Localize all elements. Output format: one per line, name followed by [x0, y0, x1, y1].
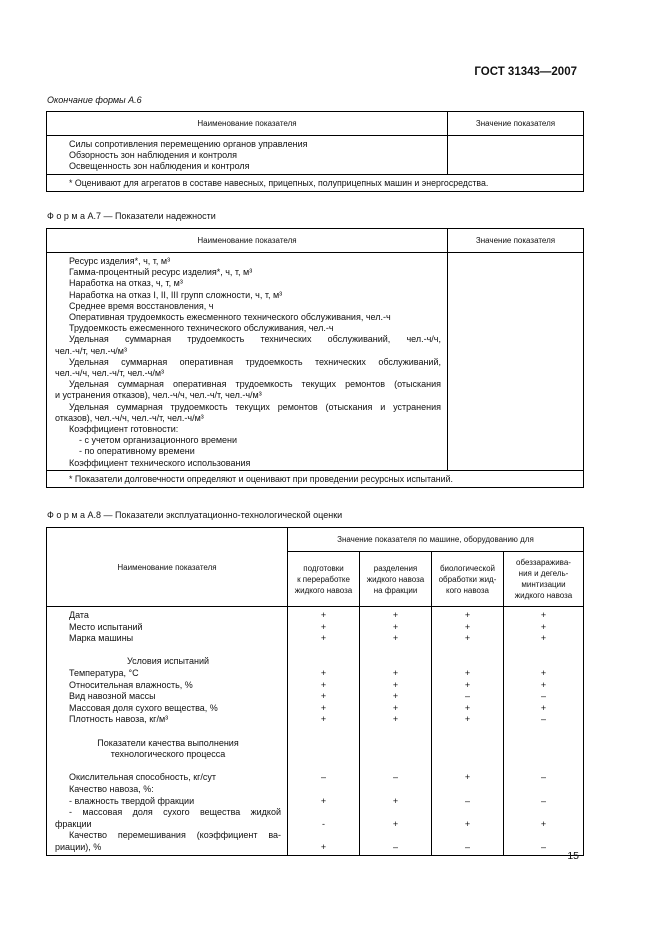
- col-values-1: [288, 607, 360, 856]
- value-cell: [448, 253, 584, 471]
- indicator-row: отказов), чел.-ч/ч, чел.-ч/т, чел.-ч/м³: [55, 412, 204, 423]
- indicator-row: Качество навоза, %:: [69, 783, 154, 794]
- indicator-row: Температура, °С: [69, 667, 139, 678]
- subcol-header-line: жидкого навоза: [294, 585, 353, 595]
- value-mark: +: [392, 679, 399, 690]
- indicator-row: Наработка на отказ, ч, т, м³: [69, 278, 183, 289]
- subcol-header-line: кого навоза: [446, 585, 489, 595]
- value-mark: [360, 749, 431, 761]
- value-mark: [288, 830, 359, 842]
- value-mark: +: [392, 795, 399, 806]
- indicator-row: Качество перемешивания (коэффициент ва-: [69, 830, 281, 841]
- value-mark: –: [320, 772, 326, 783]
- value-mark: +: [320, 702, 327, 713]
- value-mark: +: [464, 702, 471, 713]
- indicator-row: риации), %: [55, 841, 102, 852]
- indicator-row: Трудоемкость ежесменного технического обслуживания, чел.-ч: [69, 323, 334, 334]
- value-mark: [504, 749, 583, 761]
- value-mark: [360, 645, 431, 657]
- indicator-row: Плотность навоза, кг/м³: [69, 714, 169, 725]
- form-a8-names: [47, 607, 288, 856]
- value-mark: –: [540, 841, 546, 852]
- value-mark: +: [392, 702, 399, 713]
- value-mark: [288, 645, 359, 657]
- col-value-header: Значение показателя: [448, 112, 584, 136]
- value-mark: [288, 656, 359, 668]
- value-mark: +: [320, 691, 327, 702]
- value-mark: +: [392, 818, 399, 829]
- value-mark: +: [464, 714, 471, 725]
- value-mark: +: [392, 610, 399, 620]
- form-a7-table: [46, 228, 584, 488]
- value-mark: +: [392, 633, 399, 644]
- value-mark: +: [320, 795, 327, 806]
- value-mark: [360, 807, 431, 819]
- value-mark: –: [540, 714, 546, 725]
- col-values-4: [504, 607, 584, 856]
- value-mark: [288, 784, 359, 796]
- value-mark: [504, 761, 583, 773]
- indicator-row: Коэффициент готовности:: [69, 424, 179, 435]
- value-mark: +: [464, 772, 471, 783]
- value-mark: [504, 738, 583, 750]
- value-mark: +: [320, 610, 327, 620]
- indicator-row: - массовая доля сухого вещества жидкой: [69, 807, 281, 818]
- value-mark: -: [322, 818, 325, 829]
- indicator-row: Коэффициент технического использования: [69, 457, 251, 468]
- group-header: Значение показателя по машине, оборудованию для: [288, 528, 584, 552]
- indicator-row: и устранения отказов), чел.-ч/ч, чел.-ч/т, чел.-ч/м³: [55, 390, 262, 401]
- value-mark: [360, 656, 431, 668]
- form-a6-caption: Окончание формы А.6: [47, 95, 142, 105]
- indicator-row: [55, 726, 281, 738]
- standard-number: ГОСТ 31343—2007: [474, 66, 577, 78]
- value-mark: +: [464, 610, 471, 620]
- value-mark: +: [540, 679, 547, 690]
- value-mark: [504, 807, 583, 819]
- value-mark: [504, 656, 583, 668]
- col-values-2: [360, 607, 432, 856]
- value-mark: +: [540, 702, 547, 713]
- value-mark: [504, 784, 583, 796]
- value-mark: +: [320, 679, 327, 690]
- subcol-header-line: жидкого навоза: [514, 591, 573, 600]
- value-mark: [288, 807, 359, 819]
- value-mark: [504, 830, 583, 842]
- value-mark: +: [320, 621, 327, 632]
- subcol-header-2: [360, 552, 432, 607]
- value-mark: +: [320, 714, 327, 725]
- subcol-header-line: биологической: [439, 563, 496, 573]
- indicator-row: [55, 761, 281, 773]
- indicator-row: Оперативная трудоемкость ежесменного технического обслуживания, чел.-ч: [69, 312, 391, 323]
- form-a6-table: [46, 111, 584, 192]
- value-mark: [432, 807, 503, 819]
- subcol-header-line: разделения: [373, 563, 418, 573]
- value-mark: [432, 830, 503, 842]
- subcol-header-3: [432, 552, 504, 607]
- value-mark: +: [392, 621, 399, 632]
- subcol-header-4: [504, 552, 584, 607]
- value-mark: +: [464, 818, 471, 829]
- value-mark: +: [540, 667, 547, 678]
- value-mark: [288, 749, 359, 761]
- value-mark: +: [464, 667, 471, 678]
- form-a7-footnote: * Показатели долговечности определяют и оценивают при проведении ресурсных испытаний.: [47, 470, 584, 487]
- value-mark: +: [464, 633, 471, 644]
- indicator-row: Обзорность зон наблюдения и контроля: [69, 150, 238, 161]
- indicator-row: Вид навозной массы: [69, 691, 156, 702]
- col-value-header: Значение показателя: [448, 229, 584, 253]
- value-mark: +: [392, 691, 399, 702]
- subcol-header-line: подготовки: [303, 563, 344, 573]
- value-mark: –: [464, 841, 470, 852]
- value-mark: [432, 749, 503, 761]
- indicator-row: фракции: [55, 818, 92, 829]
- indicator-row: [55, 645, 281, 657]
- value-mark: [288, 726, 359, 738]
- value-mark: [288, 738, 359, 750]
- indicator-row: Относительная влажность, %: [69, 679, 193, 690]
- col-name-header: Наименование показателя: [47, 528, 288, 607]
- value-mark: –: [464, 795, 470, 806]
- value-mark: +: [540, 610, 547, 620]
- value-mark: [432, 645, 503, 657]
- form-a7-caption: Ф о р м а А.7 — Показатели надежности: [47, 211, 216, 221]
- value-mark: [360, 726, 431, 738]
- indicator-row: Марка машины: [69, 633, 134, 644]
- value-mark: –: [392, 772, 398, 783]
- subcol-header-line: минтизации: [521, 580, 566, 589]
- form-a6-footnote: * Оценивают для агрегатов в составе навесных, прицепных, полуприцепных машин и энергосредства.: [47, 174, 584, 191]
- indicator-row: Гамма-процентный ресурс изделия*, ч, т, м³: [69, 267, 253, 278]
- subcol-header-line: на фракции: [373, 585, 418, 595]
- value-mark: [504, 726, 583, 738]
- col-name-header: Наименование показателя: [47, 229, 448, 253]
- indicator-row: - влажность твердой фракции: [69, 795, 195, 806]
- value-mark: –: [392, 841, 398, 852]
- value-mark: [288, 761, 359, 773]
- value-mark: [360, 830, 431, 842]
- page-number: 15: [567, 850, 579, 862]
- indicator-row: Среднее время восстановления, ч: [69, 300, 214, 311]
- value-mark: –: [540, 795, 546, 806]
- indicator-row: - по оперативному времени: [79, 446, 195, 457]
- indicator-row: Дата: [69, 610, 89, 620]
- value-mark: +: [464, 679, 471, 690]
- indicator-row: Место испытаний: [69, 621, 143, 632]
- value-mark: +: [540, 818, 547, 829]
- value-cell: [448, 136, 584, 175]
- indicator-row: Удельная суммарная трудоемкость технических обслуживаний, чел.-ч/ч,: [69, 334, 441, 345]
- value-mark: +: [320, 667, 327, 678]
- form-a7-rows: [47, 253, 448, 471]
- value-mark: –: [540, 691, 546, 702]
- value-mark: [432, 761, 503, 773]
- value-mark: [504, 645, 583, 657]
- value-mark: –: [540, 772, 546, 783]
- subcol-header-line: обработки жид-: [438, 574, 497, 584]
- value-mark: [432, 784, 503, 796]
- value-mark: –: [464, 691, 470, 702]
- value-mark: +: [320, 841, 327, 852]
- subcol-header-line: жидкого навоза: [366, 574, 425, 584]
- value-mark: +: [320, 633, 327, 644]
- value-mark: [360, 784, 431, 796]
- indicator-row: Ресурс изделия*, ч, т, м³: [69, 256, 171, 266]
- indicator-row: Условия испытаний: [126, 656, 210, 667]
- value-mark: +: [540, 621, 547, 632]
- indicator-row: Окислительная способность, кг/сут: [69, 772, 217, 783]
- form-a8-caption: Ф о р м а А.8 — Показатели эксплуатационно-технологической оценки: [47, 510, 343, 520]
- value-mark: [432, 738, 503, 750]
- subcol-header-1: [288, 552, 360, 607]
- indicator-row: Освещенность зон наблюдения и контроля: [69, 161, 250, 172]
- subcol-header-line: ния и дегель-: [518, 569, 569, 578]
- subcol-header-line: к переработке: [297, 574, 350, 584]
- indicator-row: Массовая доля сухого вещества, %: [69, 702, 218, 713]
- indicator-row: Удельная суммарная трудоемкость текущих ремонтов (отыскания и устранения: [69, 401, 441, 412]
- indicator-row: чел.-ч/ч, чел.-ч/т, чел.-ч/м³: [55, 368, 165, 379]
- col-name-header: Наименование показателя: [47, 112, 448, 136]
- form-a6-rows: [47, 136, 448, 175]
- indicator-row: Силы сопротивления перемещению органов управления: [69, 139, 308, 149]
- value-mark: [360, 761, 431, 773]
- indicator-row: - с учетом организационного времени: [79, 435, 238, 446]
- subcol-header-line: обеззаражива-: [516, 558, 571, 567]
- value-mark: +: [464, 621, 471, 632]
- indicator-row: чел.-ч/т, чел.-ч/м³: [55, 345, 127, 356]
- value-mark: +: [540, 633, 547, 644]
- value-mark: +: [392, 714, 399, 725]
- indicator-row: Удельная суммарная оперативная трудоемкость технических обслуживаний,: [69, 356, 441, 367]
- value-mark: +: [392, 667, 399, 678]
- form-a8-table: [46, 527, 584, 856]
- value-mark: [360, 738, 431, 750]
- indicator-row: Наработка на отказ I, II, III групп сложности, ч, т, м³: [69, 289, 283, 300]
- value-mark: [432, 726, 503, 738]
- indicator-row: Удельная суммарная оперативная трудоемкость текущих ремонтов (отыскания: [69, 379, 441, 390]
- col-values-3: [432, 607, 504, 856]
- indicator-row: Показатели качества выполнения: [97, 737, 239, 748]
- value-mark: [432, 656, 503, 668]
- indicator-row: технологического процесса: [110, 749, 226, 760]
